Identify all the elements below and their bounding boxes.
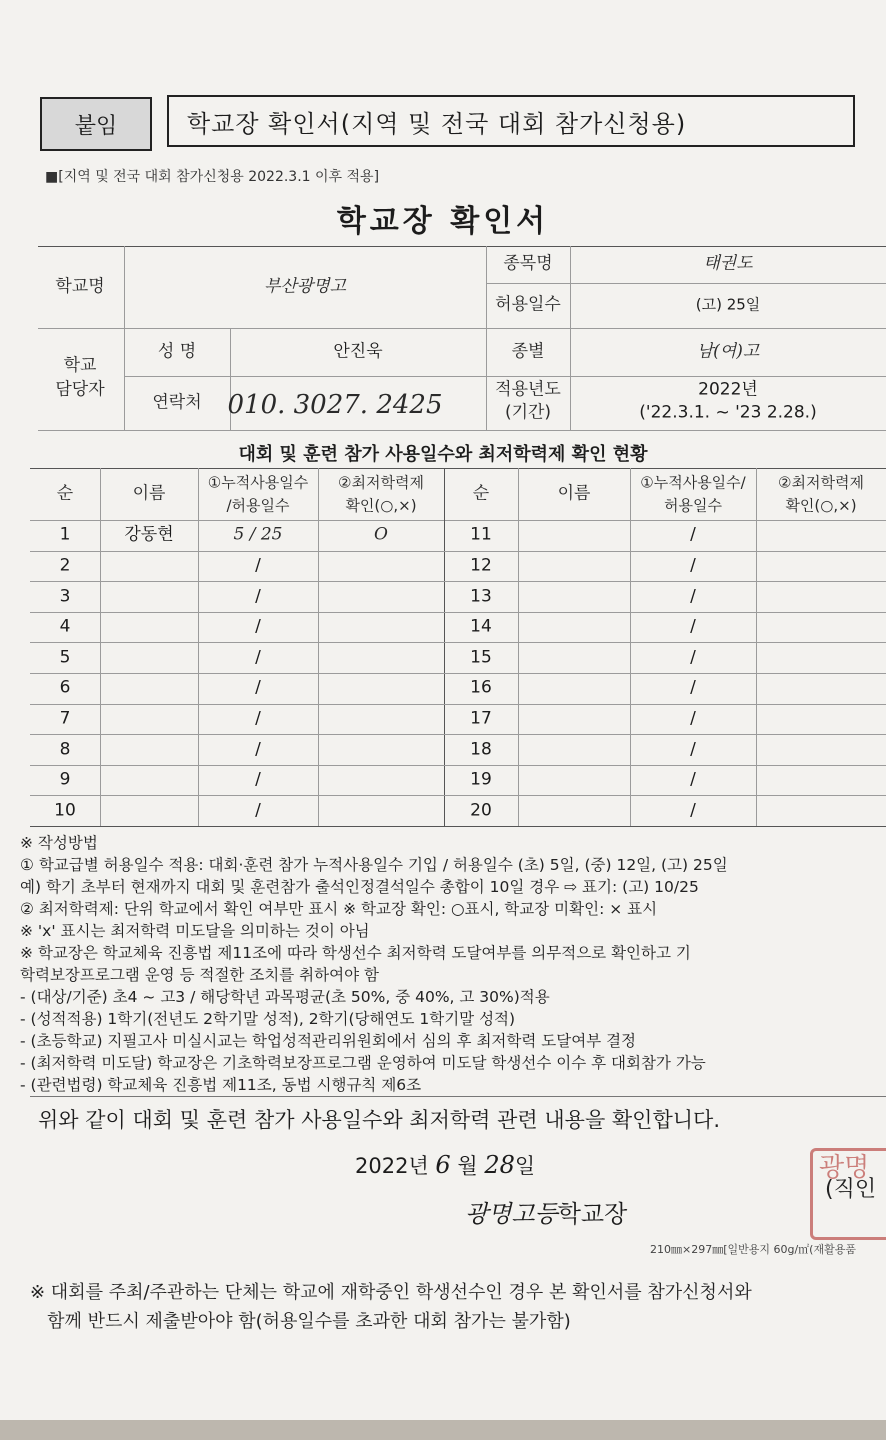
col-check-right-line2: 확인(○,×): [785, 496, 857, 515]
row-days-slash-left: /: [255, 708, 261, 729]
col-name-right: 이름: [557, 483, 591, 504]
row-divider: [30, 734, 886, 735]
row-days-slash-right: /: [690, 677, 696, 698]
col-check-right-line1: ②최저학력제: [778, 473, 864, 492]
allowed-days-value: (고) 25일: [695, 295, 761, 314]
date-day-unit: 일: [514, 1154, 536, 1178]
row-number-right: 15: [470, 647, 492, 668]
period-value: ('22.3.1. ~ '23 2.28.): [639, 402, 817, 423]
row-number-left: 8: [59, 739, 71, 759]
row-days-slash-left: /: [255, 616, 261, 637]
row-number-right: 18: [470, 739, 492, 759]
staff-label-line2: 담당자: [55, 379, 105, 400]
row-days-slash-left: /: [255, 769, 261, 790]
date-day: 28: [484, 1151, 515, 1179]
section-title: 대회 및 훈련 참가 사용일수와 최저학력제 확인 현황: [238, 444, 648, 465]
row-number-left: 10: [54, 800, 76, 821]
name-value: 안진욱: [333, 341, 383, 362]
instruction-line: - (최저학력 미도달) 학교장은 기초학력보장프로그램 운영하여 미도달 학생선수 이수 후 대회참가 가능: [20, 1054, 706, 1072]
col-days-right-line1: ①누적사용일수/: [640, 473, 746, 492]
row-number-left: 6: [59, 677, 71, 698]
instruction-line: 학력보장프로그램 운영 등 적절한 조치를 취하여야 함: [20, 966, 379, 984]
instruction-line: 예) 학기 초부터 현재까지 대회 및 훈련참가 출석인정결석일수 총합이 10일 경우 ⇨ 표기: (고) 10/25: [20, 878, 699, 896]
year-label-line2: (기간): [504, 402, 552, 423]
footer-line: 함께 반드시 제출받아야 함(허용일수를 초과한 대회 참가는 불가함): [30, 1311, 571, 1332]
sport-value: 태권도: [703, 253, 753, 274]
col-no-left: 순: [56, 483, 74, 504]
row-divider: [30, 581, 886, 582]
row-days-slash-right: /: [690, 524, 696, 545]
row-days-slash-left: /: [255, 586, 261, 606]
name-label: 성 명: [157, 341, 197, 362]
date-year: 2022년: [355, 1154, 429, 1178]
row-days-slash-right: /: [690, 586, 696, 606]
row-student-name: 강동현: [124, 524, 174, 545]
row-divider: [30, 795, 886, 796]
instruction-line: ① 학교급별 허용일수 적용: 대회·훈련 참가 누적사용일수 기입 / 허용일수 (초) 5일, (중) 12일, (고) 25일: [20, 856, 728, 874]
date-month: 6: [435, 1151, 451, 1179]
confirmation-statement: 위와 같이 대회 및 훈련 참가 사용일수와 최저학력 관련 내용을 확인합니다.: [38, 1108, 721, 1132]
document-heading: 학교장 확인서(지역 및 전국 대회 참가신청용): [167, 95, 855, 147]
year-label-line1: 적용년도: [495, 379, 561, 400]
footer-note: [30, 1278, 752, 1336]
allowed-days-label: 허용일수: [495, 294, 561, 315]
row-divider: [30, 673, 886, 674]
row-days-slash-right: /: [690, 800, 696, 821]
col-days-right-line2: 허용일수: [664, 496, 722, 515]
divider: [30, 1096, 886, 1097]
row-number-left: 2: [59, 555, 71, 576]
row-number-right: 17: [470, 708, 492, 729]
row-days-slash-left: /: [255, 800, 261, 821]
seal-label: (직인: [825, 1177, 877, 1202]
instruction-line: - (대상/기준) 초4 ~ 고3 / 해당학년 과목평균(초 50%, 중 40%, 고 30%)적용: [20, 988, 550, 1006]
row-number-left: 7: [59, 708, 71, 729]
row-number-left: 9: [59, 769, 71, 790]
instruction-line: ② 최저학력제: 단위 학교에서 확인 여부만 표시 ※ 학교장 확인: ○표시, 학교장 미확인: × 표시: [20, 900, 658, 918]
row-check-value: O: [374, 524, 388, 545]
date-month-unit: 월: [457, 1154, 478, 1178]
row-days-slash-right: /: [690, 769, 696, 790]
gender-label: 종별: [511, 341, 545, 362]
gender-value: 남(여)고: [696, 341, 760, 362]
row-days-slash-left: /: [255, 677, 261, 698]
instructions: [20, 832, 886, 1096]
instruction-line: ※ 'x' 표시는 최저학력 미도달을 의미하는 것이 아님: [20, 922, 370, 940]
principal-signature-block: [465, 1194, 627, 1229]
signing-date: [355, 1150, 535, 1180]
row-number-right: 12: [470, 555, 492, 576]
applicability-note: ■[지역 및 전국 대회 참가신청용 2022.3.1 이후 적용]: [45, 169, 380, 185]
row-number-left: 4: [59, 616, 71, 637]
page-title: 학교장 확인서: [336, 204, 550, 239]
row-number-left: 3: [59, 586, 71, 606]
principal-title: 학교장: [557, 1200, 628, 1228]
row-days-slash-right: /: [690, 739, 696, 759]
year-value: 2022년: [698, 379, 758, 400]
col-name-left: 이름: [132, 483, 166, 504]
row-days-slash-right: /: [690, 708, 696, 729]
contact-value: 010. 3027. 2425: [227, 390, 443, 420]
row-number-left: 1: [59, 524, 71, 545]
official-seal: 광명: [810, 1148, 886, 1240]
row-days-slash-right: /: [690, 616, 696, 637]
row-number-right: 13: [470, 586, 492, 606]
col-check-left-line2: 확인(○,×): [345, 496, 417, 515]
footer-line: ※ 대회를 주최/주관하는 단체는 학교에 재학중인 학생선수인 경우 본 확인서를 참가신청서와: [30, 1282, 752, 1303]
row-number-right: 16: [470, 677, 492, 698]
attachment-badge: 붙임: [40, 97, 152, 151]
row-days-slash-left: /: [255, 647, 261, 668]
school-value: 부산광명고: [263, 276, 347, 297]
row-divider: [30, 612, 886, 613]
row-number-right: 19: [470, 769, 492, 790]
row-number-right: 20: [470, 800, 492, 821]
row-number-left: 5: [59, 647, 71, 668]
row-days-slash-right: /: [690, 555, 696, 576]
col-days-left-line1: ①누적사용일수: [207, 473, 309, 492]
row-divider: [30, 704, 886, 705]
row-days-slash-left: /: [255, 739, 261, 759]
row-divider: [30, 551, 886, 552]
paper-size-note: 210㎜×297㎜[일반용지 60g/㎡(재활용품: [650, 1243, 856, 1256]
row-days-slash-right: /: [690, 647, 696, 668]
row-days-value: 5 / 25: [233, 524, 283, 545]
row-days-slash-left: /: [255, 555, 261, 576]
instruction-line: - (초등학교) 지필고사 미실시교는 학업성적관리위원회에서 심의 후 최저학력 도달여부 결정: [20, 1032, 637, 1050]
col-check-left-line1: ②최저학력제: [338, 473, 424, 492]
row-divider: [30, 642, 886, 643]
row-number-right: 11: [470, 524, 492, 545]
staff-label-line1: 학교: [63, 355, 97, 376]
instruction-line: - (성적적용) 1학기(전년도 2학기말 성적), 2학기(당해연도 1학기말 성적): [20, 1010, 516, 1028]
contact-label: 연락처: [152, 392, 202, 413]
instruction-line: - (관련법령) 학교체육 진흥법 제11조, 동법 시행규칙 제6조: [20, 1076, 422, 1094]
instruction-line: ※ 학교장은 학교체육 진흥법 제11조에 따라 학생선수 최저학력 도달여부를 의무적으로 확인하고 기: [20, 944, 691, 962]
col-no-right: 순: [472, 483, 490, 504]
principal-signature: 광명고등: [465, 1200, 558, 1228]
instruction-line: ※ 작성방법: [20, 834, 98, 852]
col-days-left-line2: /허용일수: [226, 496, 290, 515]
school-label: 학교명: [55, 276, 105, 297]
row-number-right: 14: [470, 616, 492, 637]
sport-label: 종목명: [503, 253, 553, 274]
row-divider: [30, 765, 886, 766]
background-surface: [0, 1420, 886, 1440]
